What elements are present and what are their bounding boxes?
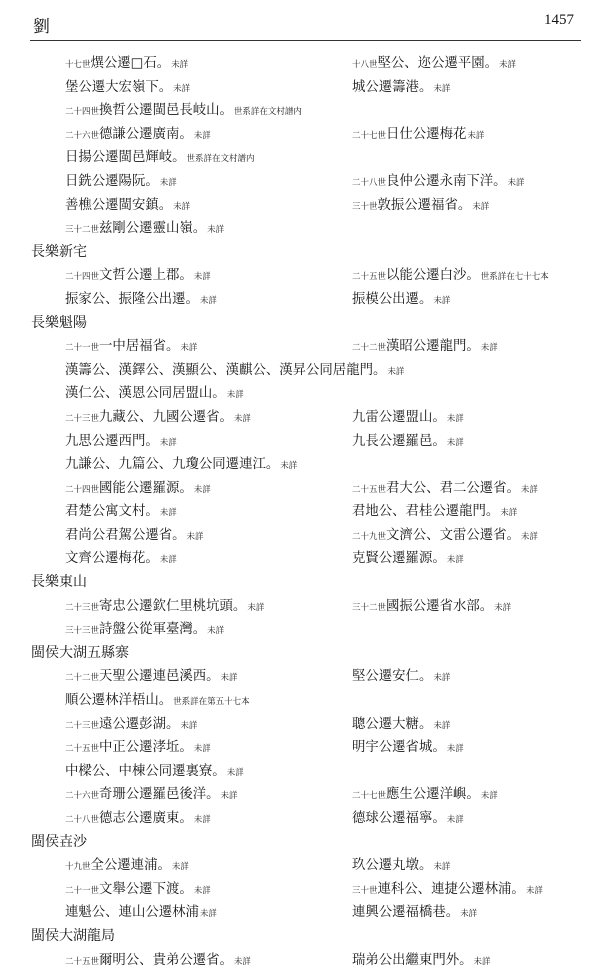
generation-label: 二十二世 (65, 673, 100, 684)
entry-text: 順公遷林洋梧山。 (65, 693, 173, 709)
entry-right (352, 878, 543, 904)
entry-note: 未詳 (494, 602, 512, 613)
generation-label: 十七世 (65, 60, 91, 70)
entry-right (352, 524, 538, 550)
entry-note: 未詳 (472, 201, 490, 212)
entry-text: 換哲公遷閩邑長岐山。 (99, 103, 233, 119)
entry-left (65, 264, 211, 290)
entry-text: 九謙公、九篇公、九瓊公同遷連江。 (65, 457, 280, 473)
entry-left (65, 359, 404, 385)
entry-left (65, 52, 188, 78)
entry-text: 良仲公遷永南下洋。 (386, 173, 507, 189)
entry-right (352, 949, 491, 974)
entry-left (65, 76, 190, 102)
entry-left (65, 217, 224, 243)
entry-right (352, 170, 525, 196)
generation-label: 二十三世 (65, 413, 100, 424)
entry-text: 詩盤公從軍臺灣。 (99, 622, 207, 638)
entry-text: 九藏公、九國公遷省。 (99, 409, 233, 425)
entry-left (65, 713, 197, 739)
entry-note: 未詳 (226, 390, 244, 401)
entry-row (0, 217, 611, 241)
entry-text: 應生公遷洋嶼。 (386, 787, 480, 803)
entry-row (0, 123, 611, 147)
entry-note: 未詳 (226, 767, 244, 778)
entry-row (0, 854, 611, 878)
entry-text: 德謙公遷廣南。 (99, 126, 193, 142)
entry-right (352, 854, 450, 880)
entry-left (65, 430, 177, 456)
entry-note: 世系詳在文村譜内 (233, 107, 302, 118)
entry-left (65, 618, 224, 644)
entry-note: 未詳 (446, 815, 464, 825)
entry-text: 文齊公遷梅花。 (65, 551, 159, 567)
entry-text: 一中居福省。 (99, 339, 180, 355)
entry-text: 堅公、迩公遷平園。 (377, 56, 499, 71)
entry-right (352, 547, 464, 573)
entry-right (352, 783, 498, 809)
entry-text: 兹剛公遷靈山嶺。 (99, 221, 207, 237)
entry-note: 未詳 (207, 626, 225, 637)
entry-note: 未詳 (207, 225, 225, 236)
entry-note: 未詳 (193, 744, 211, 755)
branch-heading-row (0, 571, 611, 595)
entry-note: 世系詳在七十七本 (480, 272, 549, 283)
entry-right (352, 901, 477, 927)
page-number: 1457 (544, 12, 574, 28)
entry-right (352, 194, 489, 220)
entry-right (352, 665, 450, 691)
entry-row (0, 713, 611, 737)
generation-label: 三十世 (352, 885, 378, 896)
entry-row (0, 595, 611, 619)
entry-row (0, 689, 611, 713)
entry-row (0, 359, 611, 383)
entry-note: 未詳 (171, 862, 189, 873)
entry-text: 日仕公遷梅花 (386, 126, 467, 142)
entry-left (65, 146, 255, 172)
entry-note: 未詳 (473, 956, 491, 967)
entry-note: 未詳 (233, 413, 251, 424)
entry-left (65, 382, 244, 408)
entry-text: 君尚公君駕公遷省。 (65, 527, 186, 543)
entry-note: 未詳 (433, 673, 451, 684)
branch-heading-row (0, 241, 611, 265)
entry-note: 未詳 (193, 130, 211, 141)
entry-text: 天聖公遷連邑溪西。 (99, 669, 220, 685)
entry-text: 明宇公遷省城。 (352, 740, 446, 756)
entry-text: 瑞弟公出繼東門外。 (352, 952, 473, 968)
entry-left (65, 194, 190, 220)
generation-label: 二十七世 (352, 791, 387, 802)
generation-label: 二十三世 (65, 720, 100, 731)
entry-text: 日揚公遷閩邑輝岐。 (65, 150, 186, 166)
entry-row (0, 430, 611, 454)
entry-right (352, 406, 464, 432)
entry-note: 未詳 (159, 555, 177, 566)
entry-row (0, 477, 611, 501)
entry-note: 未詳 (480, 791, 498, 802)
entry-left (65, 500, 177, 526)
entry-note: 未詳 (446, 437, 464, 448)
entry-text: 日銑公遷陽阮。 (65, 173, 159, 189)
entry-left (65, 99, 302, 125)
generation-label: 二十七世 (352, 130, 387, 141)
entry-note: 未詳 (499, 60, 517, 70)
branch-heading: 長樂魁陽 (31, 314, 87, 331)
entry-note: 未詳 (520, 531, 538, 542)
generation-label: 三十二世 (65, 225, 100, 236)
entry-note: 未詳 (433, 295, 451, 306)
entry-note: 未詳 (173, 83, 191, 94)
entry-row (0, 76, 611, 100)
entry-left (65, 335, 197, 361)
generation-label: 二十五世 (352, 484, 387, 495)
generation-label: 三十三世 (65, 626, 100, 637)
entry-left (65, 406, 251, 432)
generation-label: 二十一世 (65, 343, 100, 354)
entry-row (0, 547, 611, 571)
entry-row (0, 901, 611, 925)
entry-text: 振家公、振隆公出遷。 (65, 291, 199, 307)
entry-text: 連科公、連捷公遷林浦。 (377, 881, 525, 897)
entry-text: 以能公遷白沙。 (386, 268, 480, 284)
entry-left (65, 288, 217, 314)
generation-label: 二十二世 (352, 343, 387, 354)
entry-text: 寄忠公遷欽仁里桃坑頭。 (99, 598, 247, 614)
entry-left (65, 878, 211, 904)
generation-label: 二十六世 (65, 130, 100, 141)
entry-text: 全公遷連浦。 (90, 858, 171, 874)
entry-row (0, 264, 611, 288)
entry-right (352, 123, 484, 149)
entry-row (0, 194, 611, 218)
entry-text: 君楚公寓文村。 (65, 504, 159, 520)
entry-right (352, 288, 450, 314)
entry-right (352, 713, 450, 739)
entry-text: 連興公遷福橋巷。 (352, 905, 460, 921)
entry-text: 城公遷籌港。 (352, 79, 433, 95)
generation-label: 三十世 (352, 201, 378, 212)
entry-text: 德志公遷廣東。 (99, 811, 193, 826)
entry-note: 未詳 (180, 343, 198, 354)
generation-label: 二十八世 (352, 177, 387, 188)
entry-right (352, 76, 450, 102)
entry-right (352, 477, 538, 503)
entry-row (0, 146, 611, 170)
entry-note: 未詳 (446, 413, 464, 424)
entry-left (65, 736, 211, 762)
entry-note: 未詳 (159, 437, 177, 448)
branch-heading: 閩侯壵沙 (31, 833, 87, 850)
entry-left (65, 854, 189, 880)
entry-row (0, 665, 611, 689)
entry-text: 敦振公遷福省。 (377, 197, 472, 213)
header-surname: 劉 (33, 17, 50, 37)
generation-label: 二十五世 (65, 956, 100, 967)
header-divider (30, 40, 581, 41)
entry-text: 中樑公、中棟公同遷裏寮。 (65, 763, 226, 779)
entry-row (0, 382, 611, 406)
entry-row (0, 783, 611, 807)
entry-note: 未詳 (186, 531, 204, 542)
entry-left (65, 949, 251, 974)
generation-label: 二十五世 (352, 272, 387, 283)
entry-left (65, 547, 177, 573)
entry-text: 堡公遷大宏嶺下。 (65, 79, 173, 95)
entry-note: 世系詳在文村譜内 (186, 154, 255, 165)
entry-note: 未詳 (280, 461, 298, 472)
entry-note: 未詳 (446, 744, 464, 755)
entry-left (65, 807, 211, 833)
entry-note: 未詳 (387, 366, 405, 377)
generation-label: 二十三世 (65, 602, 100, 613)
entry-text: 君地公、君桂公遷龍門。 (352, 504, 500, 520)
entry-text: 爾明公、貴弟公遷省。 (99, 952, 233, 968)
entry-note: 未詳 (173, 201, 191, 212)
entry-note: 未詳 (520, 484, 538, 495)
entry-left (65, 901, 217, 927)
generation-label: 二十四世 (65, 107, 100, 118)
entry-row (0, 736, 611, 760)
entry-note: 未詳 (233, 956, 251, 967)
entry-note: 未詳 (193, 484, 211, 495)
generation-label: 十八世 (352, 60, 378, 70)
generation-label: 二十一世 (65, 885, 100, 896)
genealogy-list (0, 52, 611, 972)
entry-left (65, 477, 211, 503)
entry-text: 中正公遷涍坵。 (99, 740, 193, 756)
entry-row (0, 99, 611, 123)
generation-label: 二十四世 (65, 484, 100, 495)
entry-right (352, 52, 516, 78)
entry-right (352, 430, 464, 456)
entry-left (65, 170, 177, 196)
entry-note: 未詳 (159, 508, 177, 519)
generation-label: 三十二世 (352, 602, 387, 613)
entry-text: 熼公遷□石。 (90, 56, 171, 71)
entry-right (352, 264, 549, 290)
entry-row (0, 52, 611, 76)
entry-row (0, 878, 611, 902)
entry-text: 漢昭公遷龍門。 (386, 339, 480, 355)
entry-row (0, 760, 611, 784)
entry-text: 善樵公遷閩安鎮。 (65, 197, 173, 213)
branch-heading-row (0, 642, 611, 666)
entry-right (352, 595, 511, 621)
branch-heading: 閩侯大湖五縣寨 (31, 644, 129, 661)
entry-row (0, 500, 611, 524)
entry-note: 未詳 (525, 885, 543, 896)
entry-note: 未詳 (193, 272, 211, 283)
branch-heading-row (0, 925, 611, 949)
branch-heading: 長樂新宅 (31, 243, 87, 260)
entry-note: 未詳 (480, 343, 498, 354)
entry-text: 克賢公遷羅源。 (352, 551, 446, 567)
entry-note: 未詳 (433, 83, 451, 94)
entry-text: 聰公遷大糖。 (352, 716, 433, 732)
entry-right (352, 335, 498, 361)
entry-note: 未詳 (193, 815, 211, 825)
generation-label: 二十九世 (352, 531, 387, 542)
entry-row (0, 288, 611, 312)
entry-text: 九長公遷羅邑。 (352, 433, 446, 449)
branch-heading: 閩侯大湖龍局 (31, 927, 115, 944)
entry-note: 未詳 (433, 720, 451, 731)
entry-note: 未詳 (220, 791, 238, 802)
entry-text: 玖公遷丸墩。 (352, 858, 433, 874)
entry-text: 君大公、君二公遷省。 (386, 480, 520, 496)
entry-note: 未詳 (193, 885, 211, 896)
entry-row (0, 949, 611, 973)
generation-label: 二十六世 (65, 791, 100, 802)
entry-text: 連魁公、連山公遷林浦 (65, 905, 199, 921)
entry-text: 漢籌公、漢鐸公、漢顯公、漢麒公、漢昇公同居龍門。 (65, 362, 387, 378)
entry-left (65, 453, 297, 479)
entry-note: 未詳 (460, 909, 478, 920)
entry-row (0, 406, 611, 430)
entry-right (352, 736, 464, 762)
entry-left (65, 783, 238, 809)
generation-label: 十九世 (65, 862, 91, 873)
entry-note: 未詳 (247, 602, 265, 613)
entry-row (0, 453, 611, 477)
entry-text: 國振公遷省水部。 (386, 598, 494, 614)
entry-text: 德球公遷福寧。 (352, 811, 446, 826)
entry-note: 未詳 (507, 177, 525, 188)
entry-note: 未詳 (171, 60, 189, 70)
entry-left (65, 123, 211, 149)
entry-note: 未詳 (180, 720, 198, 731)
entry-text: 九思公遷西門。 (65, 433, 159, 449)
entry-row (0, 524, 611, 548)
generation-label: 二十五世 (65, 744, 100, 755)
entry-row (0, 807, 611, 831)
entry-text: 文濟公、文雷公遷省。 (386, 527, 520, 543)
entry-note: 未詳 (446, 555, 464, 566)
entry-text: 振模公出遷。 (352, 291, 433, 307)
entry-text: 九雷公遷盟山。 (352, 409, 446, 425)
entry-note: 未詳 (220, 673, 238, 684)
entry-row (0, 170, 611, 194)
entry-left (65, 595, 264, 621)
entry-left (65, 665, 238, 691)
entry-text: 文舉公遷下渡。 (99, 881, 193, 897)
generation-label: 二十四世 (65, 272, 100, 283)
branch-heading: 長樂東山 (31, 574, 87, 591)
entry-row (0, 618, 611, 642)
entry-note: 未詳 (500, 508, 518, 519)
entry-note: 未詳 (199, 909, 217, 920)
branch-heading-row (0, 312, 611, 336)
entry-note: 未詳 (159, 177, 177, 188)
entry-right (352, 807, 464, 833)
entry-text: 文哲公遷上郡。 (99, 268, 193, 284)
entry-text: 奇珊公遷羅邑後洋。 (99, 787, 220, 803)
entry-text: 國能公遷羅源。 (99, 480, 193, 496)
generation-label: 二十八世 (65, 815, 100, 825)
entry-row (0, 335, 611, 359)
entry-note: 世系詳在第五十七本 (173, 697, 250, 708)
entry-left (65, 524, 204, 550)
branch-heading-row (0, 831, 611, 855)
entry-text: 漢仁公、漢恩公同居盟山。 (65, 386, 226, 402)
entry-note: 未詳 (433, 862, 451, 873)
entry-text: 堅公遷安仁。 (352, 669, 433, 685)
entry-note: 未詳 (467, 130, 485, 141)
entry-note: 未詳 (199, 295, 217, 306)
entry-left (65, 689, 250, 715)
entry-text: 遠公遷彭湖。 (99, 716, 180, 732)
entry-left (65, 760, 244, 786)
entry-right (352, 500, 517, 526)
